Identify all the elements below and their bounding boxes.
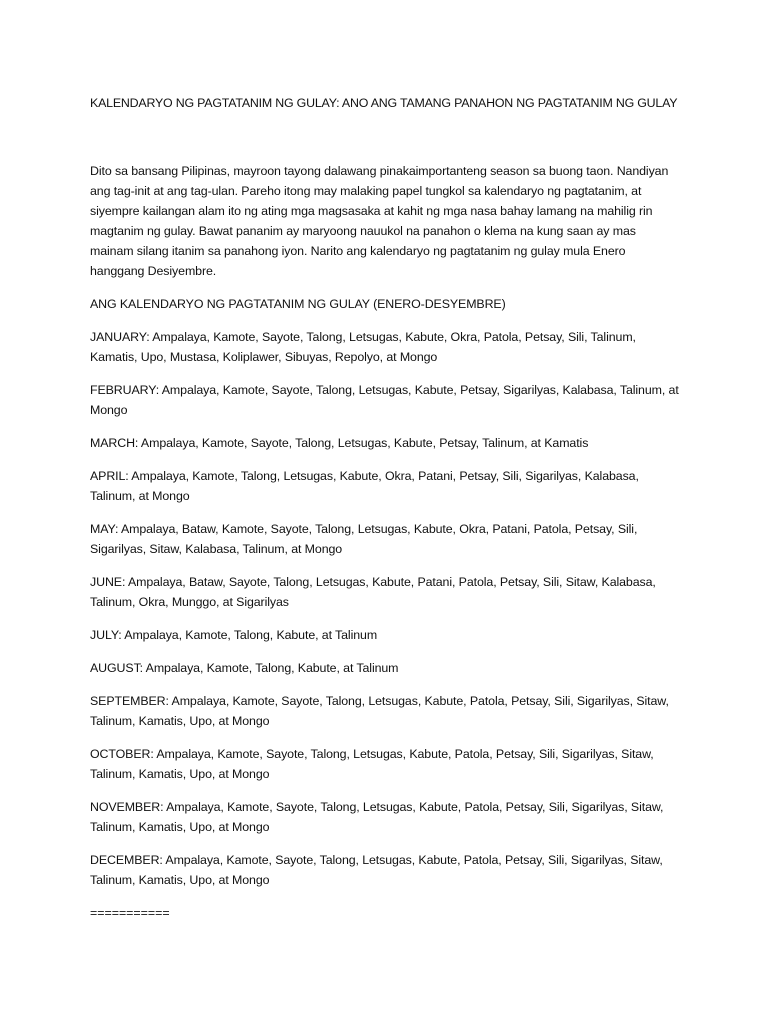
month-march: MARCH: Ampalaya, Kamote, Sayote, Talong, Letsugas, Kabute, Petsay, Talinum, at Kamatis xyxy=(90,436,589,450)
document-body xyxy=(90,93,680,923)
document-title: KALENDARYO NG PAGTATANIM NG GULAY: ANO ANG TAMANG PANAHON NG PAGTATANIM NG GULAY xyxy=(90,96,678,110)
intro-paragraph: Dito sa bansang Pilipinas, mayroon tayong dalawang pinakaimportanteng season sa buong taon. Nandiyan ang tag-init at ang tag-ulan. Pareho itong may malaking papel tungkol sa kalendaryo ng pagtatanim, at siyempre kailangan alam ito ng ating mga magsasaka at kahit ng mga nasa bahay lamang na mahilig rin magtanim ng gulay. Bawat pananim ay maryoong nauukol na panahon o klema na kung saan ay mas mainam silang itanim sa panahong iyon. Narito ang kalendaryo ng pagtatanim ng gulay mula Enero hanggang Desiyembre. xyxy=(90,164,669,278)
month-january: JANUARY: Ampalaya, Kamote, Sayote, Talong, Letsugas, Kabute, Okra, Patola, Petsay, Sili, Talinum, Kamatis, Upo, Mustasa, Koliplawer, Sibuyas, Repolyo, at Mongo xyxy=(90,330,636,364)
month-september: SEPTEMBER: Ampalaya, Kamote, Sayote, Talong, Letsugas, Kabute, Patola, Petsay, Sili, Sigarilyas, Sitaw, Talinum, Kamatis, Upo, at Mongo xyxy=(90,694,669,728)
month-june: JUNE: Ampalaya, Bataw, Sayote, Talong, Letsugas, Kabute, Patani, Patola, Petsay, Sili, Sitaw, Kalabasa, Talinum, Okra, Munggo, at Sigarilyas xyxy=(90,575,656,609)
month-december: DECEMBER: Ampalaya, Kamote, Sayote, Talong, Letsugas, Kabute, Patola, Petsay, Sili, Sigarilyas, Sitaw, Talinum, Kamatis, Upo, at Mongo xyxy=(90,853,663,887)
month-august: AUGUST: Ampalaya, Kamote, Talong, Kabute, at Talinum xyxy=(90,661,399,675)
month-july: JULY: Ampalaya, Kamote, Talong, Kabute, at Talinum xyxy=(90,628,378,642)
divider-line: =========== xyxy=(90,906,170,920)
month-may: MAY: Ampalaya, Bataw, Kamote, Sayote, Talong, Letsugas, Kabute, Okra, Patani, Patola, Petsay, Sili, Sigarilyas, Sitaw, Kalabasa, Talinum, at Mongo xyxy=(90,522,638,556)
month-november: NOVEMBER: Ampalaya, Kamote, Sayote, Talong, Letsugas, Kabute, Patola, Petsay, Sili, Sigarilyas, Sitaw, Talinum, Kamatis, Upo, at Mongo xyxy=(90,800,664,834)
month-october: OCTOBER: Ampalaya, Kamote, Sayote, Talong, Letsugas, Kabute, Patola, Petsay, Sili, Sigarilyas, Sitaw, Talinum, Kamatis, Upo, at Mongo xyxy=(90,747,654,781)
month-february: FEBRUARY: Ampalaya, Kamote, Sayote, Talong, Letsugas, Kabute, Petsay, Sigarilyas, Kalabasa, Talinum, at Mongo xyxy=(90,383,679,417)
month-april: APRIL: Ampalaya, Kamote, Talong, Letsugas, Kabute, Okra, Patani, Petsay, Sili, Sigarilyas, Kalabasa, Talinum, at Mongo xyxy=(90,469,639,503)
section-heading: ANG KALENDARYO NG PAGTATANIM NG GULAY (ENERO-DESYEMBRE) xyxy=(90,297,506,311)
